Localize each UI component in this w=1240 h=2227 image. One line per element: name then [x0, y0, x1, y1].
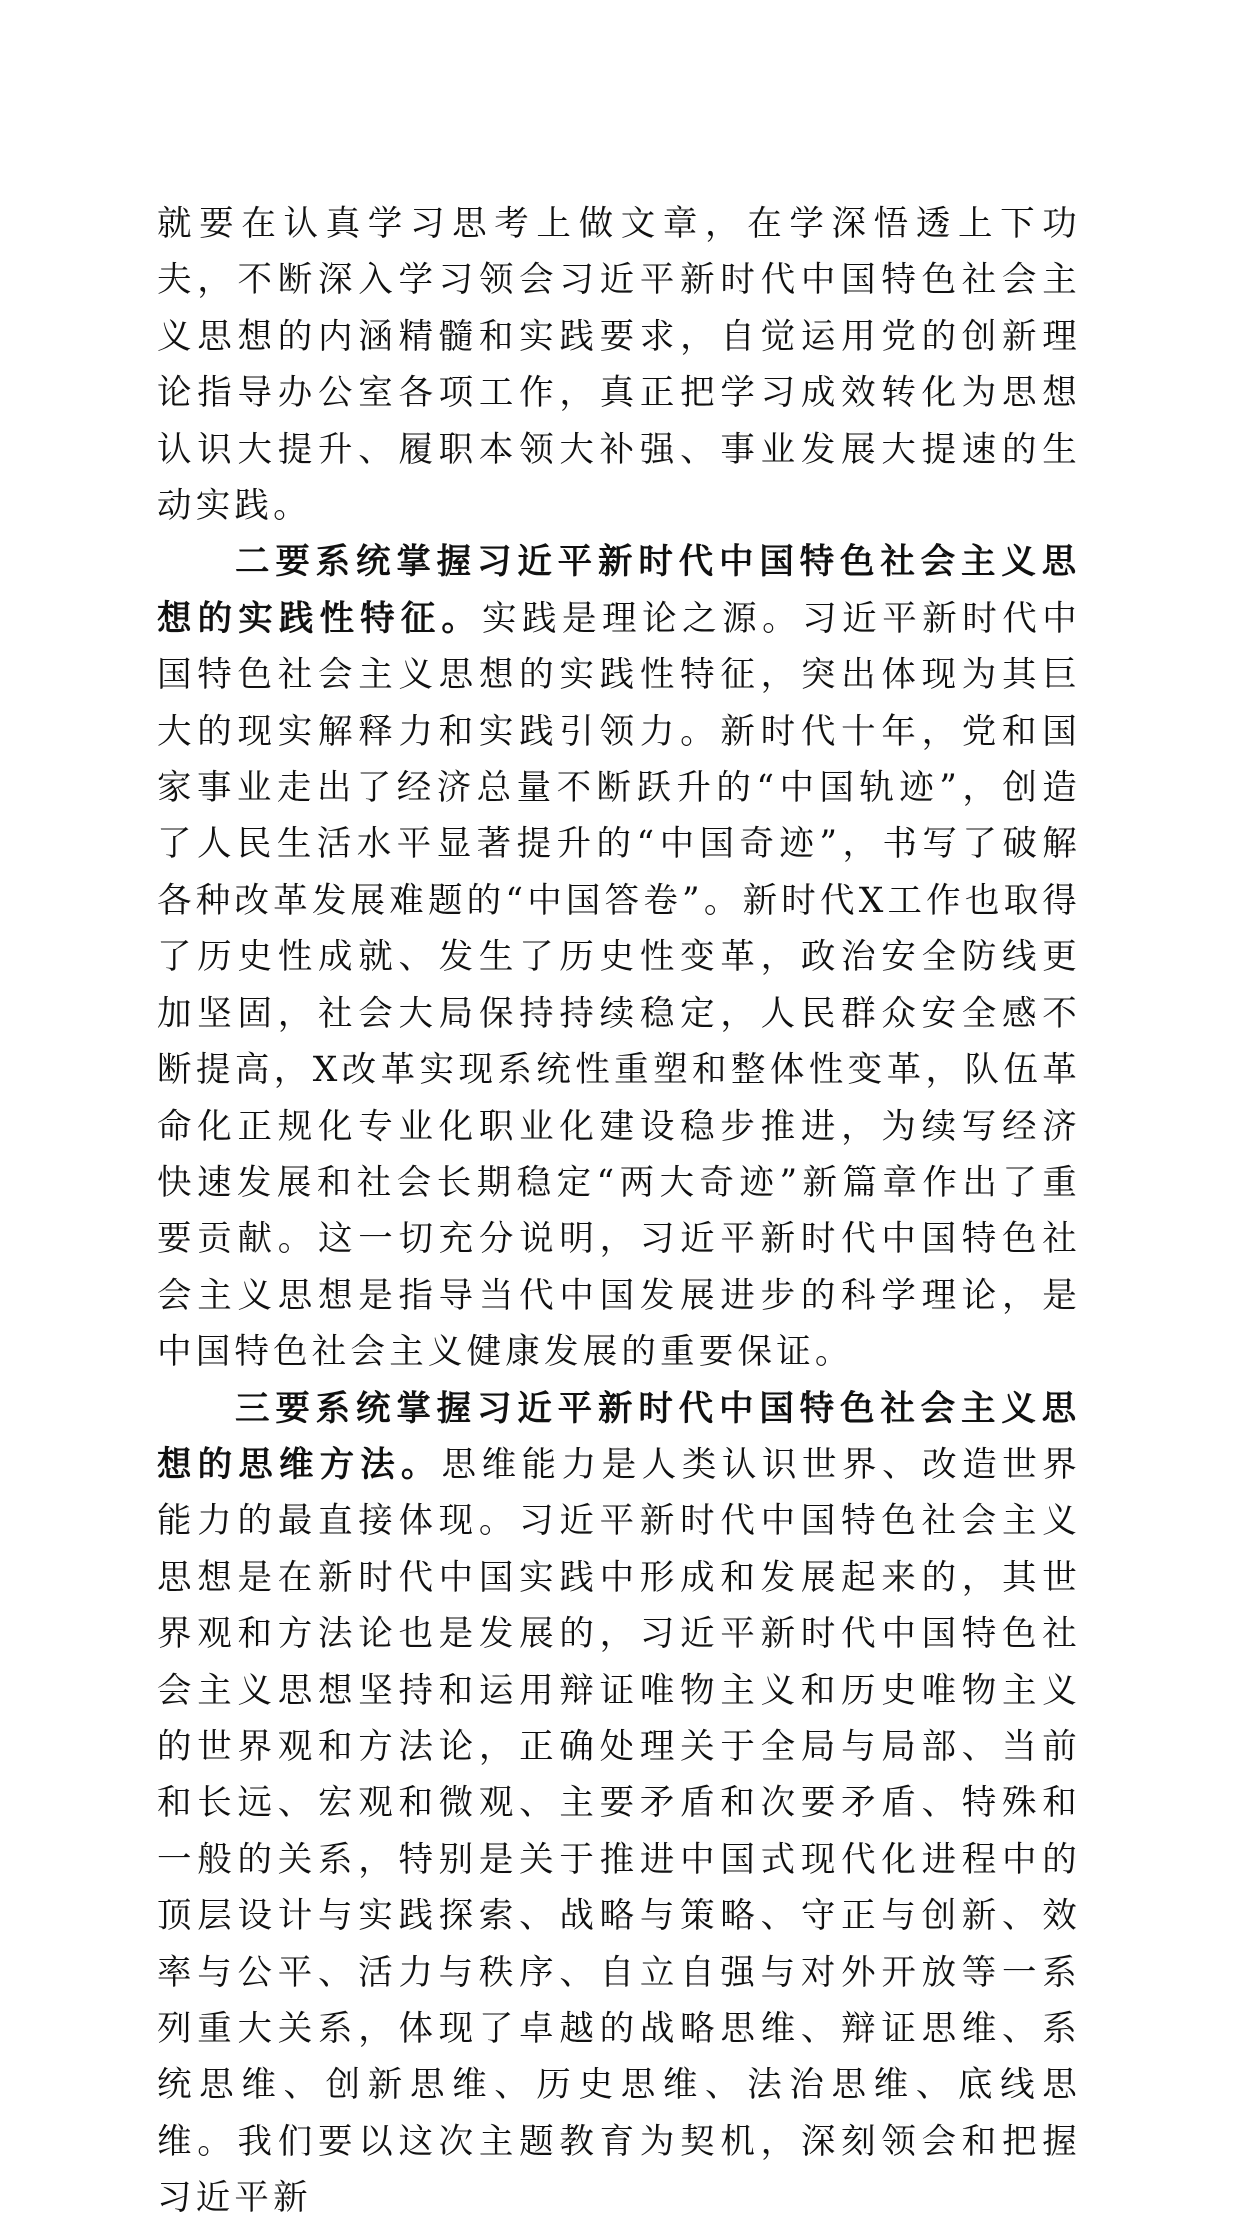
paragraph-text: 思维能力是人类认识世界、改造世界能力的最直接体现。习近平新时代中国特色社会主义思想是在新时代中国实践中形成和发展起来的，其世界观和方法论也是发展的，习近平新时代中国特色社会主义思想坚持和运用辩证唯物主义和历史唯物主义的世界观和方法论，正确处理关于全局与局部、当前和长远、宏观和微观、主要矛盾和次要矛盾、特殊和一般的关系，特别是关于推进中国式现代化进程中的顶层设计与实践探索、战略与策略、守正与创新、效率与公平、活力与秩序、自立自强与对外开放等一系列重大关系，体现了卓越的战略思维、辩证思维、系统思维、创新思维、历史思维、法治思维、底线思维。我们要以这次主题教育为契机，深刻领会和把握习近平新: [157, 1444, 1081, 2219]
paragraph-practice: [157, 534, 1081, 1380]
paragraph-thinking-method: [157, 1381, 1081, 2227]
paragraph-heading: 三要系统掌握习近平新时代中国特色社会主义思想的思维方法。: [157, 1388, 1081, 1485]
paragraph-text: 就要在认真学习思考上做文章，在学深悟透上下功夫，不断深入学习领会习近平新时代中国特色社会主义思想的内涵精髓和实践要求，自觉运用党的创新理论指导办公室各项工作，真正把学习成效转化为思想认识大提升、履职本领大补强、事业发展大提速的生动实践。: [157, 204, 1081, 527]
paragraph-continuation: [157, 196, 1081, 534]
paragraph-text: 实践是理论之源。习近平新时代中国特色社会主义思想的实践性特征，突出体现为其巨大的现实解释力和实践引领力。新时代十年，党和国家事业走出了经济总量不断跃升的“中国轨迹”，创造了人民生活水平显著提升的“中国奇迹”，书写了破解各种改革发展难题的“中国答卷”。新时代X工作也取得了历史性成就、发生了历史性变革，政治安全防线更加坚固，社会大局保持持续稳定，人民群众安全感不断提高，X改革实现系统性重塑和整体性变革，队伍革命化正规化专业化职业化建设稳步推进，为续写经济快速发展和社会长期稳定“两大奇迹”新篇章作出了重要贡献。这一切充分说明，习近平新时代中国特色社会主义思想是指导当代中国发展进步的科学理论，是中国特色社会主义健康发展的重要保证。: [157, 598, 1081, 1373]
paragraph-heading: 二要系统掌握习近平新时代中国特色社会主义思想的实践性特征。: [157, 542, 1081, 639]
document-page: [157, 196, 1081, 2227]
